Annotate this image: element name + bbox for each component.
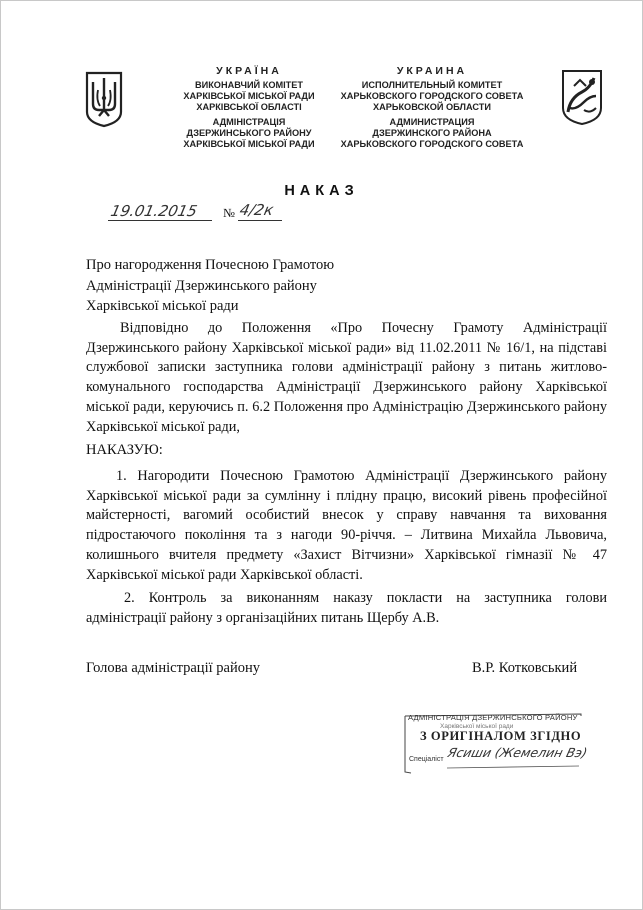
- header-left-line: ХАРКІВСЬКОЇ МІСЬКОЇ РАДИ: [183, 139, 315, 149]
- header-right-line: ХАРЬКОВСКОГО ГОРОДСКОГО СОВЕТА: [340, 91, 524, 101]
- date-underline: [108, 220, 212, 221]
- order-date: 19.01.2015: [109, 202, 199, 220]
- header-left-line: ХАРКІВСЬКОЇ МІСЬКОЇ РАДИ: [183, 91, 315, 101]
- preamble-paragraph: Відповідно до Положення «Про Почесну Грамоту Адміністрації Дзержинського району Харківської міської ради» від 11.02.2011 № 16/1, на підставі службової записки заступника голови адміністрації району з питань житлово-комунального господарства Адміністрації Дзержинського району Харківської міської ради, керуючись п. 6.2 Положення про Адміністрацію Дзержинського району Харківської міської ради,: [86, 320, 607, 435]
- order-directive: НАКАЗУЮ:: [86, 442, 163, 458]
- header-right-line: ХАРЬКОВСКОЙ ОБЛАСТИ: [372, 102, 492, 112]
- number-underline: [238, 220, 282, 221]
- header-left-country: УКРАЇНА: [216, 65, 282, 77]
- order-subject: [86, 255, 334, 317]
- header-left-line: АДМІНІСТРАЦІЯ: [212, 117, 286, 127]
- header-left-line: ВИКОНАВЧИЙ КОМІТЕТ: [194, 80, 304, 90]
- order-number: 4/2к: [238, 201, 276, 219]
- header-left: [165, 66, 333, 150]
- stamp-specialist-label: Спеціаліст: [409, 756, 444, 763]
- stamp-handwritten-signature: Ясиши (Жемелин Вэ): [446, 745, 589, 760]
- document-title: НАКАЗ: [284, 183, 359, 199]
- ukraine-trident-icon: [84, 70, 124, 128]
- header-right-country: УКРАИНА: [396, 65, 468, 77]
- subject-line: Про нагородження Почесною Грамотою: [86, 257, 335, 273]
- kharkiv-coat-of-arms-icon: [560, 68, 604, 126]
- subject-line: Адміністрації Дзержинського району: [86, 277, 317, 294]
- header-right-line: АДМИНИСТРАЦИЯ: [389, 117, 475, 127]
- number-label: №: [223, 206, 235, 220]
- header-left-line: ХАРКІВСЬКОЇ ОБЛАСТІ: [196, 102, 302, 112]
- header-right-line: ХАРЬКОВСКОГО ГОРОДСКОГО СОВЕТА: [340, 139, 524, 149]
- subject-line: Харківської міської ради: [86, 298, 239, 314]
- order-item-1: 1. Нагородити Почесною Грамотою Адміністрації Дзержинського району Харківської міської ради за сумлінну і плідну працю, високий рівень професійної майстерності, вагомий особистий внесок у справу навчання та виховання підростаючого покоління та з нагоди 90-річчя. – Литвина Михайла Львовича, колишнього вчителя предмету «Захист Вітчизни» Харківської гімназії № 47 Харківської міської ради Харківської області.: [86, 468, 607, 583]
- header-right-line: ДЗЕРЖИНСКОГО РАЙОНА: [372, 128, 492, 138]
- header-left-line: ДЗЕРЖИНСЬКОГО РАЙОНУ: [186, 128, 312, 138]
- order-item-2: 2. Контроль за виконанням наказу покласти на заступника голови адміністрації району з організаційних питань Щербу А.В.: [86, 590, 607, 626]
- signatory-name: В.Р. Котковський: [472, 660, 578, 676]
- stamp-certification-text: З ОРИГІНАЛОМ ЗГІДНО: [420, 729, 582, 743]
- stamp-subtitle: Харківської міської ради: [440, 723, 514, 730]
- header-right: [340, 66, 524, 150]
- header-right-line: ИСПОЛНИТЕЛЬНЫЙ КОМИТЕТ: [361, 80, 503, 90]
- stamp-organization: АДМІНІСТРАЦІЯ ДЗЕРЖИНСЬКОГО РАЙОНУ: [408, 713, 578, 722]
- signatory-title: Голова адміністрації району: [86, 660, 260, 676]
